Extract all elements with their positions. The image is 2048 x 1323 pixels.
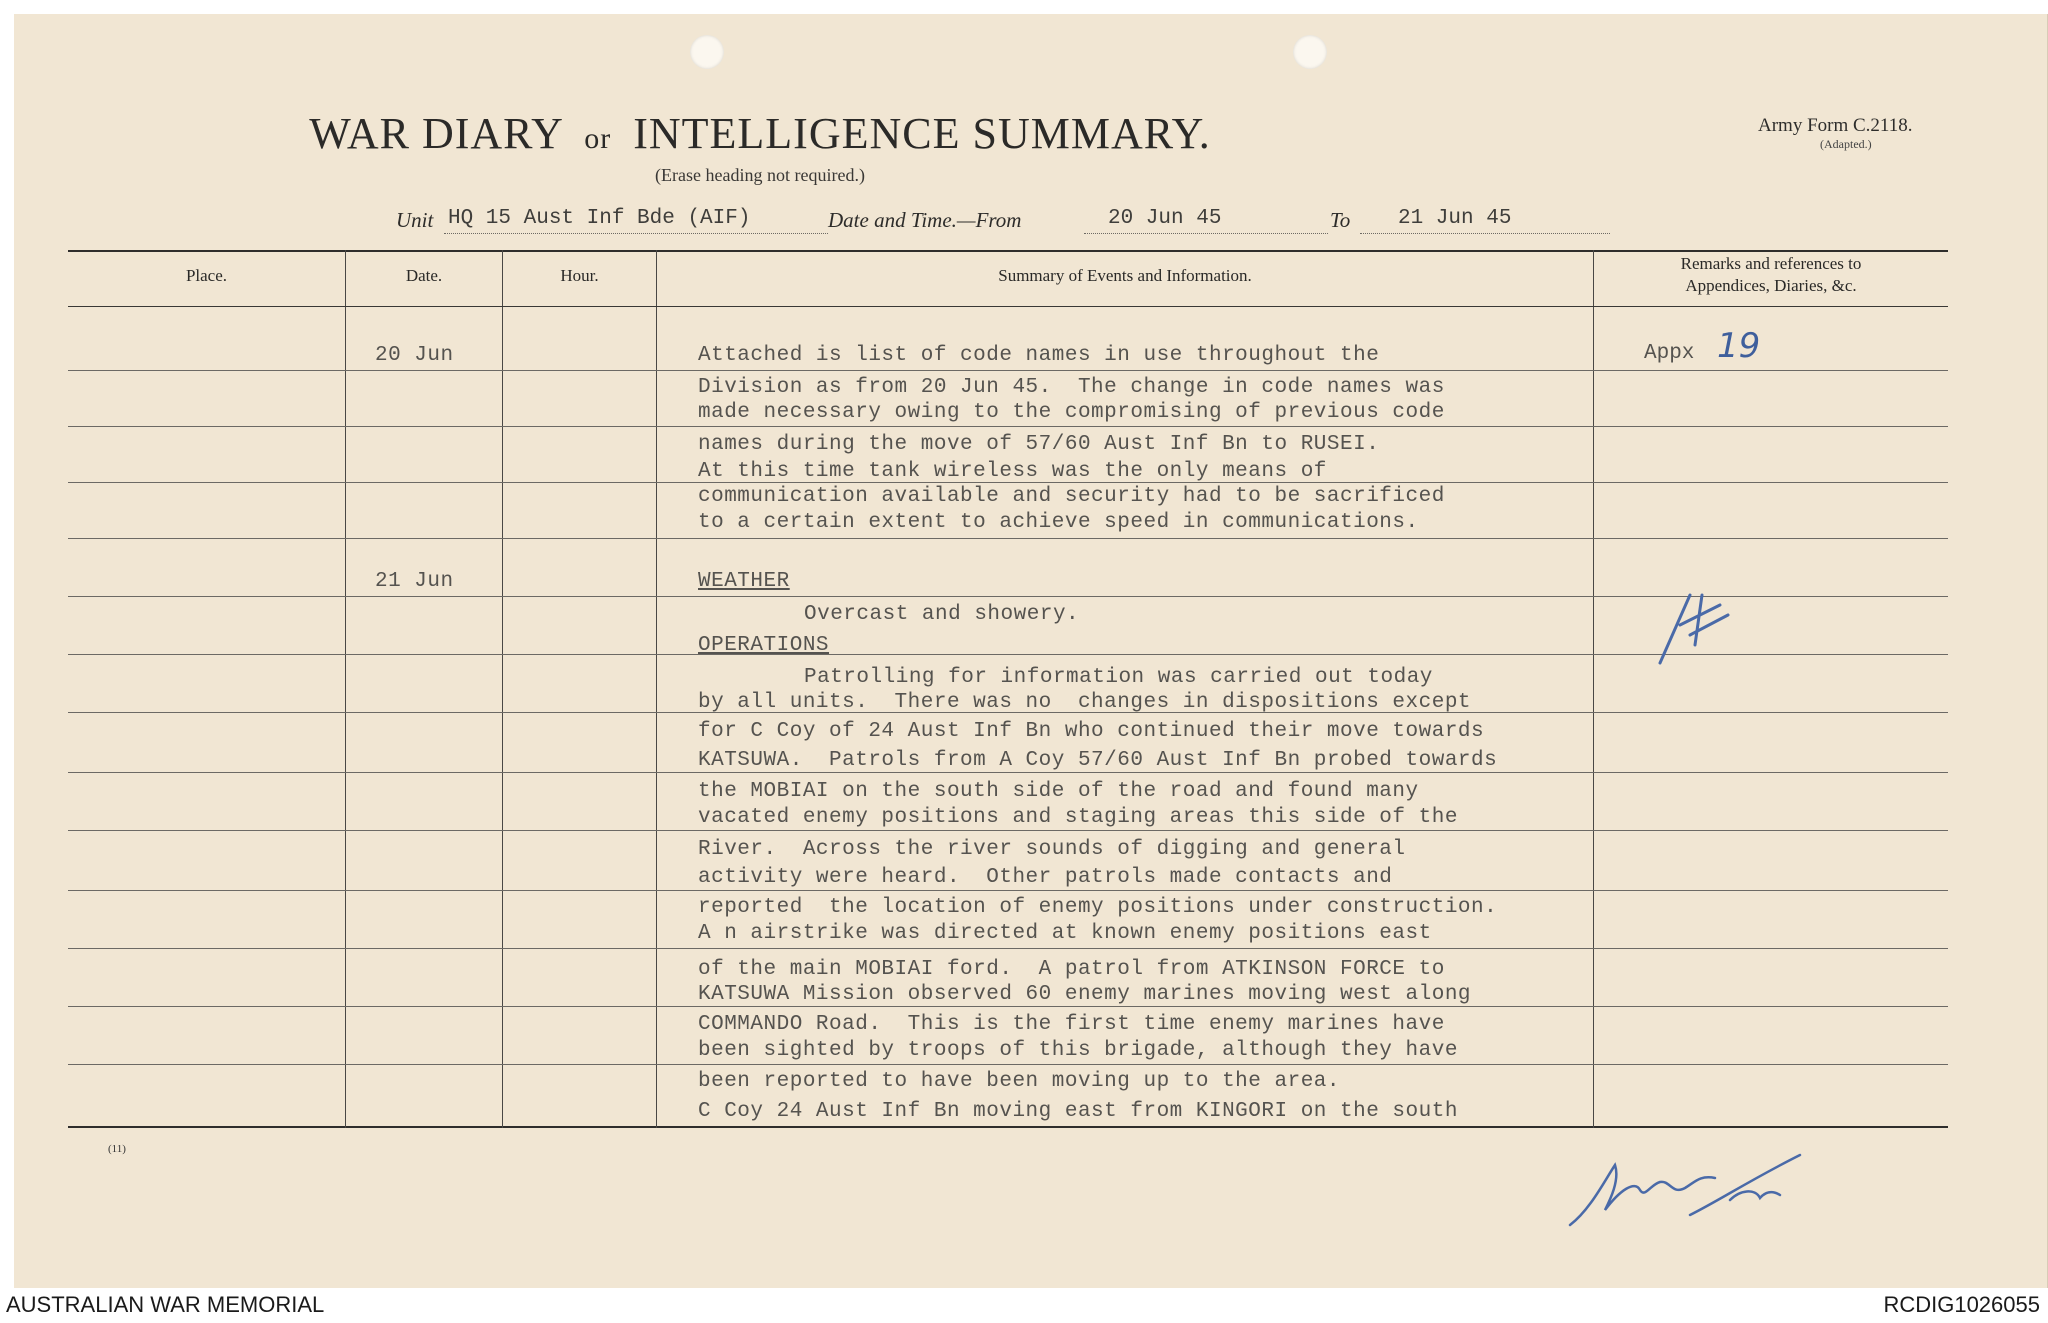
date-time-label: Date and Time.—From	[828, 208, 1022, 232]
title-or: or	[584, 122, 612, 155]
row-rule	[68, 1064, 1948, 1065]
form-print-number: (11)	[108, 1143, 126, 1155]
summary-line: to a certain extent to achieve speed in communications.	[698, 511, 1419, 534]
summary-line: reported the location of enemy positions under construction.	[698, 896, 1498, 919]
from-value: 20 Jun 45	[1108, 207, 1222, 230]
row-rule	[68, 890, 1948, 891]
row-rule	[68, 538, 1948, 539]
signature-icon	[1560, 1140, 1810, 1230]
header-hour: Hour.	[560, 266, 599, 285]
summary-line: activity were heard. Other patrols made contacts and	[698, 866, 1393, 889]
summary-line: of the main MOBIAI ford. A patrol from ATKINSON FORCE to	[698, 958, 1445, 981]
col-divider-hour	[656, 250, 657, 1128]
title-war-diary: WAR DIARY	[309, 109, 563, 158]
header-remarks-line-1: Remarks and references to	[1680, 254, 1862, 273]
summary-line: A n airstrike was directed at known enemy positions east	[698, 922, 1432, 945]
summary-line: At this time tank wireless was the only means of	[698, 460, 1327, 483]
summary-line: Attached is list of code names in use throughout the	[698, 344, 1380, 367]
col-divider-summary	[1593, 250, 1594, 1128]
summary-line: communication available and security had to be sacrificed	[698, 485, 1445, 508]
summary-line: been reported to have been moving up to the area.	[698, 1070, 1341, 1093]
header-remarks-line-2: Appendices, Diaries, &c.	[1685, 276, 1857, 295]
punch-hole-right	[1293, 35, 1327, 69]
summary-line: KATSUWA Mission observed 60 enemy marines moving west along	[698, 983, 1472, 1006]
appendix-label: Appx	[1644, 342, 1695, 365]
unit-value: HQ 15 Aust Inf Bde (AIF)	[448, 207, 751, 230]
form-title	[0, 108, 1520, 159]
row-rule	[68, 830, 1948, 831]
unit-dotted-line	[444, 233, 828, 234]
archive-name: AUSTRALIAN WAR MEMORIAL	[6, 1292, 325, 1317]
summary-line: Division as from 20 Jun 45. The change in code names was	[698, 376, 1445, 399]
to-label: To	[1330, 208, 1351, 232]
summary-line: names during the move of 57/60 Aust Inf Bn to RUSEI.	[698, 433, 1380, 456]
operations-heading: OPERATIONS	[698, 634, 830, 657]
header-summary: Summary of Events and Information.	[998, 266, 1252, 285]
entry-date-21-jun: 21 Jun	[375, 570, 454, 593]
from-dotted-line	[1084, 233, 1328, 234]
header-date: Date.	[405, 266, 443, 285]
form-subtitle: (Erase heading not required.)	[655, 165, 865, 185]
summary-line: by all units. There was no changes in dispositions except	[698, 691, 1472, 714]
col-divider-place	[345, 250, 346, 1128]
adapted-note: (Adapted.)	[1820, 137, 1872, 151]
summary-line: Overcast and showery.	[804, 603, 1080, 626]
entry-date-20-jun: 20 Jun	[375, 344, 454, 367]
summary-line: been sighted by troops of this brigade, although they have	[698, 1039, 1458, 1062]
appendix-number-handwritten: 19	[1717, 326, 1761, 366]
row-rule	[68, 370, 1948, 371]
summary-line: COMMANDO Road. This is the first time enemy marines have	[698, 1013, 1445, 1036]
army-form-number: Army Form C.2118.	[1758, 115, 1913, 136]
title-intelligence-summary: INTELLIGENCE SUMMARY.	[633, 109, 1211, 158]
summary-line: C Coy 24 Aust Inf Bn moving east from KINGORI on the south	[698, 1100, 1458, 1123]
initials-mark-icon	[1650, 585, 1740, 665]
row-rule	[68, 772, 1948, 773]
header-place: Place.	[185, 266, 228, 285]
weather-heading: WEATHER	[698, 570, 790, 593]
summary-line: vacated enemy positions and staging areas this side of the	[698, 806, 1458, 829]
col-divider-date	[502, 250, 503, 1128]
summary-line: made necessary owing to the compromising of previous code	[698, 401, 1445, 424]
row-rule	[68, 426, 1948, 427]
unit-label: Unit	[396, 208, 434, 232]
row-rule	[68, 1006, 1948, 1007]
to-value: 21 Jun 45	[1398, 207, 1512, 230]
summary-line: River. Across the river sounds of digging and general	[698, 838, 1406, 861]
record-id: RCDIG1026055	[1883, 1292, 2040, 1317]
to-dotted-line	[1360, 233, 1610, 234]
header-row-divider	[68, 306, 1948, 307]
summary-line: KATSUWA. Patrols from A Coy 57/60 Aust Inf Bn probed towards	[698, 749, 1498, 772]
summary-line: for C Coy of 24 Aust Inf Bn who continued their move towards	[698, 720, 1485, 743]
summary-line: Patrolling for information was carried out today	[804, 666, 1433, 689]
row-rule	[68, 948, 1948, 949]
summary-line: the MOBIAI on the south side of the road and found many	[698, 780, 1419, 803]
punch-hole-left	[690, 35, 724, 69]
